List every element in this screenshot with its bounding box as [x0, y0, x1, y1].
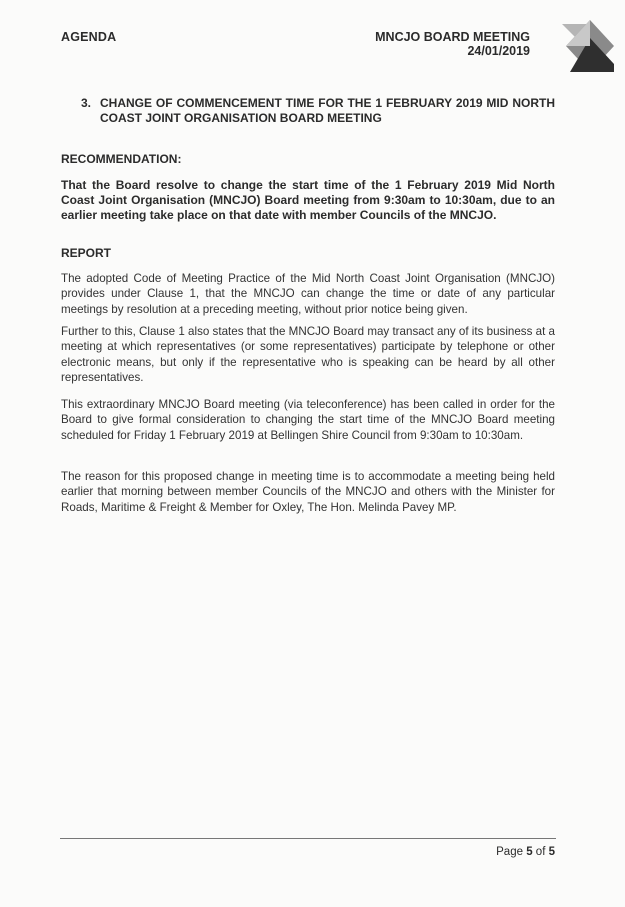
page-number: [496, 846, 555, 858]
footer-divider: [60, 838, 556, 839]
recommendation-heading: RECOMMENDATION:: [61, 152, 182, 166]
recommendation-text: That the Board resolve to change the start time of the 1 February 2019 Mid North Coast Joint Organisation (MNCJO) Board meeting from 9:30am to 10:30am, due to an earlier meeting take place on that date with member Councils of the MNCJO.: [61, 178, 555, 222]
report-paragraph-1: The adopted Code of Meeting Practice of the Mid North Coast Joint Organisation (MNCJO) provides under Clause 1, that the MNCJO can change the time or date of any particular meetings by resolution at a preceding meeting, without prior notice being given.: [61, 272, 555, 316]
header-meeting-info: [375, 30, 530, 58]
page-of: of: [535, 846, 546, 858]
report-paragraph-4: The reason for this proposed change in meeting time is to accommodate a meeting being held earlier that morning between member Councils of the MNCJO and others with the Minister for Roads, Maritime & Freight & Member for Oxley, The Hon. Melinda Pavey MP.: [61, 470, 555, 514]
diamond-logo-icon: [562, 20, 614, 72]
header-meeting-date: 24/01/2019: [467, 44, 530, 58]
agenda-item-title: CHANGE OF COMMENCEMENT TIME FOR THE 1 FEBRUARY 2019 MID NORTH COAST JOINT ORGANISATION BOARD MEETING: [100, 96, 555, 125]
header-meeting-title: MNCJO BOARD MEETING: [375, 30, 530, 44]
report-paragraph-2: Further to this, Clause 1 also states that the MNCJO Board may transact any of its business at a meeting at which representatives (or some representatives) participate by telephone or other electronic means, but only if the representative who is speaking can be heard by all other representatives.: [61, 325, 555, 384]
page-label: Page: [496, 846, 523, 858]
agenda-item-heading: [81, 96, 555, 126]
page-current: 5: [526, 846, 533, 858]
report-paragraph-3: This extraordinary MNCJO Board meeting (via teleconference) has been called in order for the Board to give formal consideration to changing the start time of the MNCJO Board meeting scheduled for Friday 1 February 2019 at Bellingen Shire Council from 9:30am to 10:30am.: [61, 398, 555, 442]
page-total: 5: [548, 846, 555, 858]
report-heading: REPORT: [61, 246, 112, 260]
agenda-item-number: 3.: [81, 96, 92, 110]
header-agenda-label: AGENDA: [61, 30, 117, 44]
